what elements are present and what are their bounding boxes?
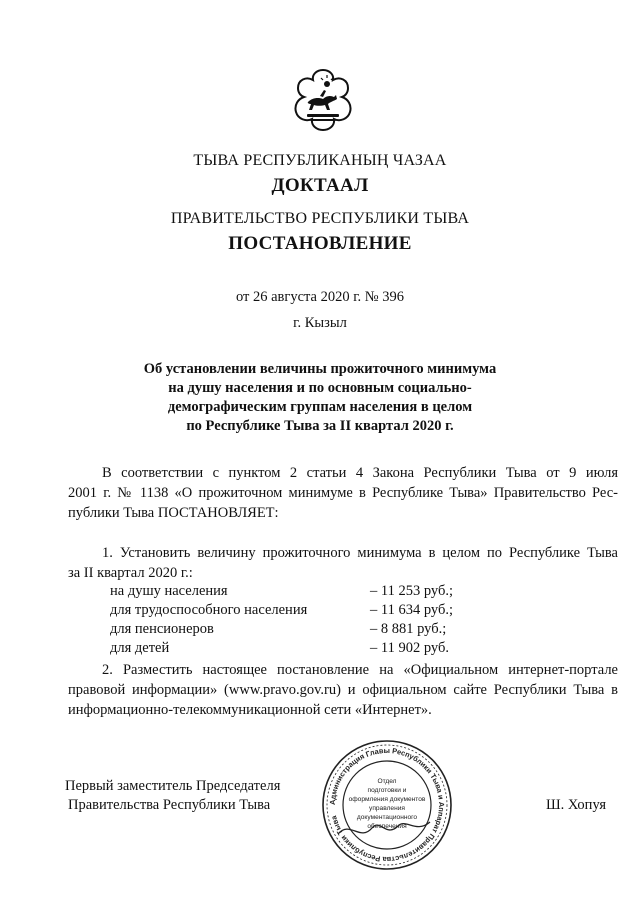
group-value: – 11 253 руб.;: [370, 583, 453, 599]
stamp-center-line: управления: [369, 805, 405, 812]
minimums-list: [110, 583, 530, 659]
item-1-paragraph: [68, 543, 618, 583]
decree-city: г. Кызыл: [293, 315, 347, 331]
list-item: [110, 583, 530, 602]
group-label: для детей: [110, 640, 170, 656]
item-2-line: информационно-телекоммуникационной сети «Интернет».: [68, 702, 432, 718]
subject-line: на душу населения и по основным социально-: [168, 380, 472, 396]
signatory-name: Ш. Хопуя: [546, 797, 607, 813]
list-item: [110, 640, 530, 659]
item-2-paragraph: [68, 660, 618, 720]
subject-line: по Республике Тыва за II квартал 2020 г.: [186, 418, 454, 434]
russian-government-title: ПРАВИТЕЛЬСТВО РЕСПУБЛИКИ ТЫВА: [170, 210, 470, 227]
subject-line: Об установлении величины прожиточного минимума: [143, 361, 497, 377]
signatory-position: [65, 777, 280, 815]
russian-decree-title: ПОСТАНОВЛЕНИЕ: [228, 233, 412, 254]
item-2-line: правовой информации» (www.pravo.gov.ru) и официальном сайте Республики Тыва в: [68, 682, 618, 698]
official-seal-stamp: [320, 738, 454, 872]
stamp-center-line: подготовки и: [367, 787, 407, 794]
stamp-center-line: оформления документов: [348, 796, 426, 803]
intro-line: 2001 г. № 1138 «О прожиточном минимуме в Республике Тыва» Правительство Рес-: [68, 485, 618, 501]
group-label: для трудоспособного населения: [110, 602, 308, 618]
item-2-line: 2. Разместить настоящее постановление на «Официальном интернет-портале: [102, 662, 618, 678]
intro-line: В соответствии с пунктом 2 статьи 4 Закона Республики Тыва от 9 июля: [102, 465, 618, 481]
subject-line: демографическим группам населения в целом: [167, 399, 473, 415]
coat-of-arms-emblem: [290, 66, 356, 132]
intro-line: публики Тыва ПОСТАНОВЛЯЕТ:: [68, 505, 279, 521]
stamp-center-line: Отдел: [377, 778, 397, 785]
tuvan-government-title: ТЫВА РЕСПУБЛИКАНЫҢ ЧАЗАА: [193, 152, 447, 169]
decree-subject: [0, 360, 640, 436]
item-1-line: за II квартал 2020 г.:: [68, 565, 193, 581]
list-item: [110, 602, 530, 621]
position-line: Первый заместитель Председателя: [65, 778, 281, 794]
stamp-center-line: документационного: [356, 814, 418, 821]
stamp-ring-text: Администрация Главы Республики Тыва и Аппарат Правительства Республики Тыва: [327, 745, 447, 865]
group-value: – 11 902 руб.: [370, 640, 449, 656]
group-label: на душу населения: [110, 583, 228, 599]
list-item: [110, 621, 530, 640]
group-value: – 8 881 руб.;: [370, 621, 447, 637]
decree-date-number: от 26 августа 2020 г. № 396: [235, 289, 405, 305]
intro-paragraph: [68, 463, 618, 523]
item-1-line: 1. Установить величину прожиточного минимума в целом по Республике Тыва: [102, 545, 618, 561]
group-value: – 11 634 руб.;: [370, 602, 453, 618]
group-label: для пенсионеров: [110, 621, 214, 637]
position-line: Правительства Республики Тыва: [68, 797, 271, 813]
tuvan-decree-title: ДОКТААЛ: [271, 175, 369, 196]
stamp-center-line: обеспечения: [367, 823, 407, 830]
